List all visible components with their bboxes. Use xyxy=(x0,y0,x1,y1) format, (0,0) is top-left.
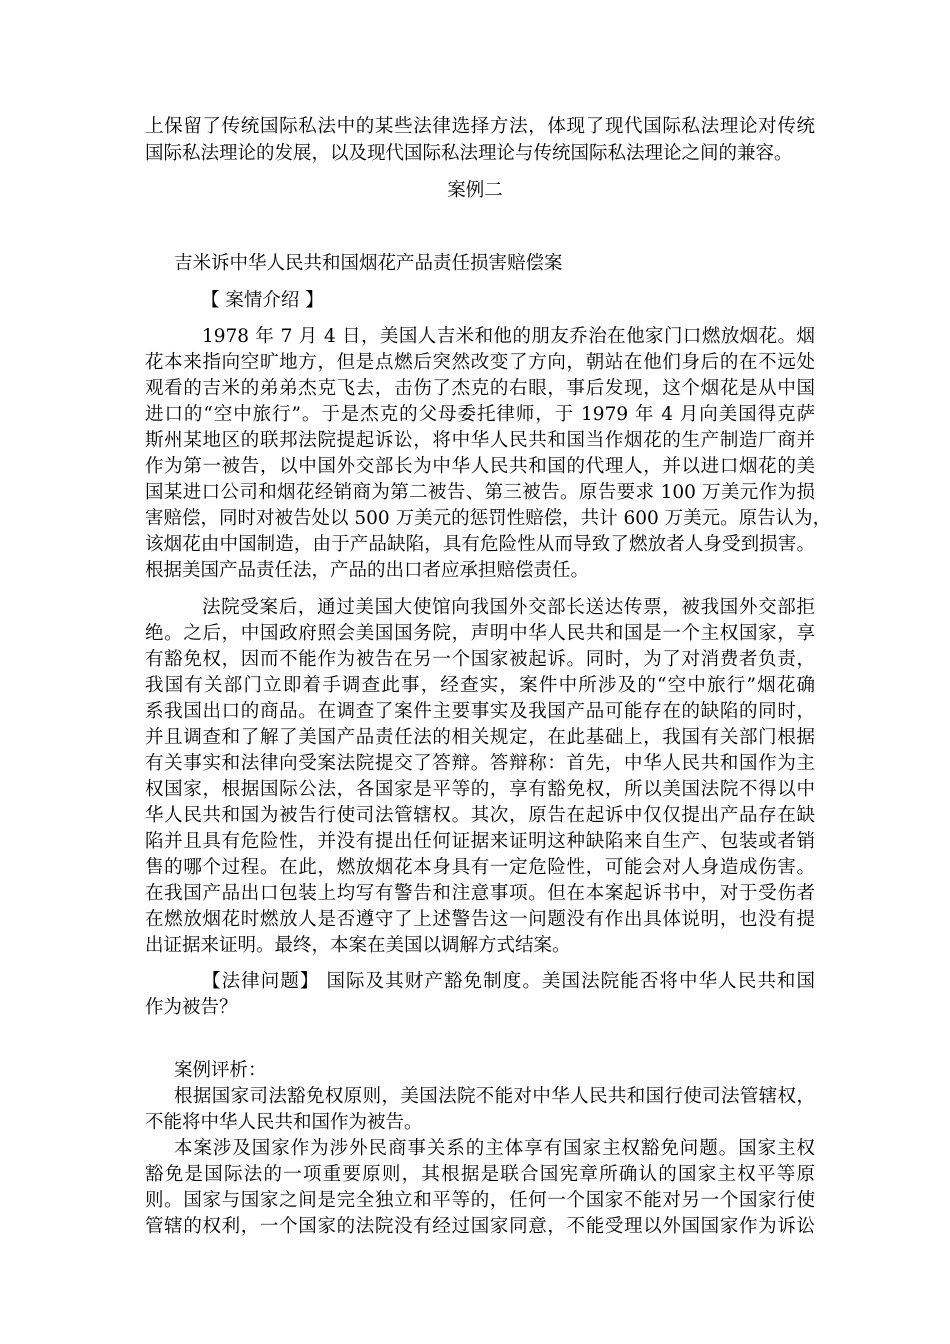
analysis-line: 不能将中华人民共和国作为被告。 xyxy=(145,1112,423,1133)
case-title: 吉米诉中华人民共和国烟花产品责任损害赔偿案 xyxy=(174,253,563,274)
paragraph-line: 斯州某地区的联邦法院提起诉讼，将中华人民共和国当作烟花的生产制造厂商并 xyxy=(145,430,815,451)
paragraph-line: 陷并且具有危险性，并没有提出任何证据来证明这种缺陷来自生产、包装或者销 xyxy=(145,831,815,852)
paragraph-line: 系我国出口的商品。在调查了案件主要事实及我国产品可能存在的缺陷的同时， xyxy=(145,701,815,722)
analysis-heading: 案例评析： xyxy=(174,1060,267,1081)
paragraph-line: 进口的“空中旅行”。于是杰克的父母委托律师，于 1979 年 4 月向美国得克萨 xyxy=(145,404,815,425)
facts-heading: 【 案情介绍 】 xyxy=(201,290,324,311)
paragraph-line: 法院受案后，通过美国大使馆向我国外交部长送达传票，被我国外交部拒 xyxy=(202,597,815,618)
paragraph-line: 并且调查和了解了美国产品责任法的相关规定，在此基础上，我国有关部门根据 xyxy=(145,727,815,748)
analysis-line: 豁免是国际法的一项重要原则，其根据是联合国宪章所确认的国家主权平等原 xyxy=(145,1164,815,1185)
paragraph-line: 该烟花由中国制造，由于产品缺陷，具有危险性从而导致了燃放者人身受到损害。 xyxy=(145,534,815,555)
paragraph-line: 我国有关部门立即着手调查此事，经查实，案件中所涉及的“空中旅行”烟花确 xyxy=(145,675,815,696)
legal-issue-line: 作为被告？ xyxy=(145,997,238,1018)
paragraph-line: 出证据来证明。最终，本案在美国以调解方式结案。 xyxy=(145,935,571,956)
analysis-line: 根据国家司法豁免权原则，美国法院不能对中华人民共和国行使司法管辖权， xyxy=(174,1086,815,1107)
paragraph-line: 有豁免权，因而不能作为被告在另一个国家被起诉。同时，为了对消费者负责， xyxy=(145,649,815,670)
legal-issue-line: 【法律问题】 国际及其财产豁免制度。美国法院能否将中华人民共和国 xyxy=(202,971,815,992)
paragraph-line: 在我国产品出口包装上均写有警告和注意事项。但在本案起诉书中，对于受伤者 xyxy=(145,883,815,904)
paragraph-line: 害赔偿，同时对被告处以 500 万美元的惩罚性赔偿，共计 600 万美元。原告认为， xyxy=(145,508,832,529)
paragraph-line: 1978 年 7 月 4 日，美国人吉米和他的朋友乔治在他家门口燃放烟花。烟 xyxy=(202,326,815,347)
analysis-line: 管辖的权利，一个国家的法院没有经过国家同意，不能受理以外国国家作为诉讼 xyxy=(145,1216,815,1237)
paragraph-line: 国某进口公司和烟花经销商为第二被告、第三被告。原告要求 100 万美元作为损 xyxy=(145,482,815,503)
paragraph-line: 作为第一被告，以中国外交部长为中华人民共和国的代理人，并以进口烟花的美 xyxy=(145,456,815,477)
analysis-line: 本案涉及国家作为涉外民商事关系的主体享有国家主权豁免问题。国家主权 xyxy=(174,1138,815,1159)
paragraph-line: 绝。之后，中国政府照会美国国务院，声明中华人民共和国是一个主权国家，享 xyxy=(145,623,815,644)
paragraph-line: 在燃放烟花时燃放人是否遵守了上述警告这一问题没有作出具体说明，也没有提 xyxy=(145,909,815,930)
paragraph-line: 根据美国产品责任法，产品的出口者应承担赔偿责任。 xyxy=(145,560,590,581)
paragraph-line: 权国家，根据国际公法，各国家是平等的，享有豁免权，所以美国法院不得以中 xyxy=(145,779,815,800)
intro-line: 上保留了传统国际私法中的某些法律选择方法，体现了现代国际私法理论对传统 xyxy=(145,116,815,137)
analysis-line: 则。国家与国家之间是完全独立和平等的，任何一个国家不能对另一个国家行使 xyxy=(145,1190,815,1211)
paragraph-line: 花本来指向空旷地方，但是点燃后突然改变了方向，朝站在他们身后的在不远处 xyxy=(145,352,815,373)
case-heading: 案例二 xyxy=(447,180,503,201)
paragraph-line: 华人民共和国为被告行使司法管辖权。其次，原告在起诉中仅仅提出产品存在缺 xyxy=(145,805,815,826)
paragraph-line: 有关事实和法律向受案法院提交了答辩。答辩称：首先，中华人民共和国作为主 xyxy=(145,753,815,774)
intro-line: 国际私法理论的发展，以及现代国际私法理论与传统国际私法理论之间的兼容。 xyxy=(145,143,793,164)
paragraph-line: 观看的吉米的弟弟杰克飞去，击伤了杰克的右眼，事后发现，这个烟花是从中国 xyxy=(145,378,815,399)
paragraph-line: 售的哪个过程。在此，燃放烟花本身具有一定危险性，可能会对人身造成伤害。 xyxy=(145,857,815,878)
